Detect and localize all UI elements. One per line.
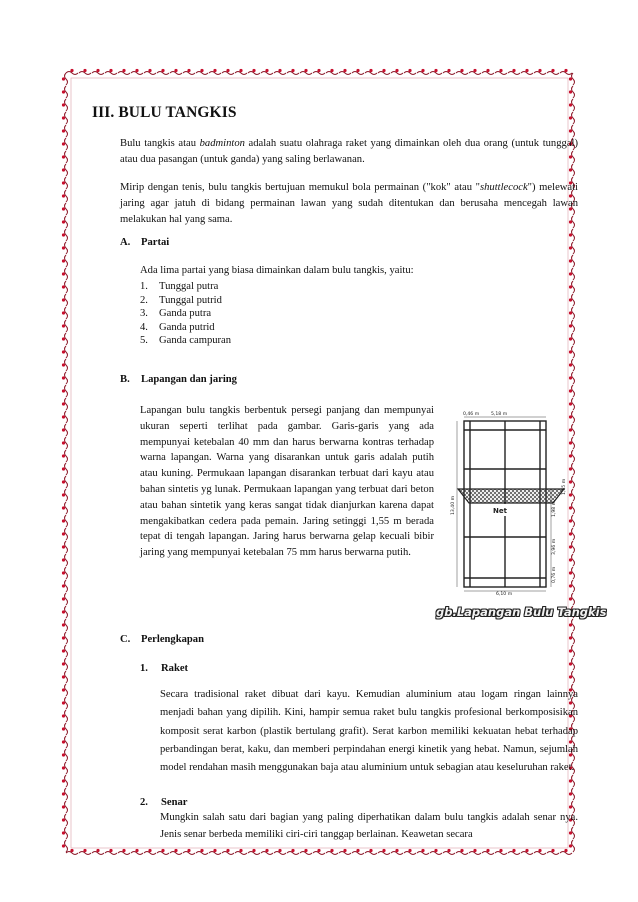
section-b-text: Lapangan bulu tangkis berbentuk persegi panjang dan mempunyai ukuran seperti terlihat pada gambar. Garis-garis yang ada mempunyai ketebalan 40 mm dan harus berwarna kontras terhadap warna lapangan. Warna yang disarankan untuk garis adalah putih atau kuning. Permukaan lapangan disarankan terbuat dari kayu atau bahan sintetis yg lunak. Permukaan lapangan yang terbuat dari beton atau bahan sintetik yang keras sangat tidak dianjurkan karena dapat mengakibatkan cedera pada pemain. Jaring setinggi 1,55 m berada tepat di tengah lapangan. Jaring harus berwarna gelap kecuali bibir jaring yang mempunyai ketebalan 75 mm harus berwarna putih.: [140, 405, 434, 559]
senar-number: 2.: [140, 797, 148, 808]
dim-left: 13,40 m: [451, 495, 456, 515]
section-a-lead: Ada lima partai yang biasa dimainkan dalam bulu tangkis, yaitu:: [140, 265, 414, 276]
section-b-title: Lapangan dan jaring: [141, 374, 237, 385]
list-item: 4. Ganda putrid: [140, 321, 215, 333]
intro-2-text-b: ") melewati jaring agar jatuh di bidang permainan lawan yang sudah ditentukan dan berusaha mencegah lawan melakukan hal yang sama.: [120, 182, 579, 225]
intro-1-italic: badminton: [199, 138, 245, 149]
net-shape: [458, 489, 564, 503]
intro-paragraph-2: [120, 180, 578, 227]
list-item: 3. Ganda putra: [140, 308, 212, 320]
list-item: 2. Tunggal putrid: [140, 294, 222, 306]
raket-title: Raket: [161, 663, 189, 674]
dim-bottom: 6,10 m: [496, 592, 513, 597]
section-a-title: Partai: [141, 237, 170, 248]
section-a-number: A.: [120, 237, 131, 248]
intro-1-text-b: adalah suatu olahraga raket yang dimainkan oleh dua orang (untuk tunggal) atau dua pasangan (untuk ganda) yang saling berlawanan.: [120, 138, 578, 165]
senar-text: Mungkin salah satu dari bagian yang paling diperhatikan dalam bulu tangkis adalah senar nya. Jenis senar berbeda memiliki ciri-ciri tanggap berlainan. Keawetan secara: [160, 812, 578, 840]
raket-number: 1.: [140, 663, 148, 674]
intro-2-italic: shuttlecock: [480, 182, 528, 193]
figure-caption: gb.Lapangan Bulu Tangkis: [436, 605, 607, 619]
section-a-heading: [120, 237, 169, 248]
court-diagram: [447, 405, 571, 597]
dim-right-4: 0,76 m: [552, 566, 557, 583]
list-item: 5. Ganda campuran: [140, 335, 232, 347]
intro-2-text-a: Mirip dengan tenis, bulu tangkis bertujuan memukul bola permainan ("kok" atau ": [120, 182, 481, 193]
partai-list: [140, 280, 231, 348]
dim-right-2: 1,98 m: [552, 500, 557, 517]
dim-right-1: 1,55 m: [562, 478, 567, 495]
section-b-number: B.: [120, 374, 130, 385]
senar-title: Senar: [161, 797, 188, 808]
dim-top-right: 5,18 m: [491, 412, 508, 417]
dim-right-3: 3,96 m: [552, 538, 557, 555]
net-label: Net: [493, 507, 507, 515]
page-title: III. BULU TANGKIS: [92, 104, 237, 121]
section-c-number: C.: [120, 634, 131, 645]
raket-text: Secara tradisional raket dibuat dari kayu. Kemudian aluminium atau logam ringan lainnya menjadi bahan yang dipilih. Kini, hampir semua raket bulu tangkis profesional berkomposisikan komposit serat karbon (plastik bertulang grafit). Serat karbon memiliki kekuatan hebat terhadap perbandingan berat, kaku, dan memberi perpindahan energi kinetik yang hebat. Namun, sejumlah model rendahan masih menggunakan baja atau aluminium untuk sebagian atau keseluruhan raket.: [160, 689, 578, 774]
list-item: 1. Tunggal putra: [140, 281, 219, 292]
section-c-title: Perlengkapan: [141, 634, 204, 645]
intro-paragraph-1: [120, 136, 578, 168]
intro-1-text-a: Bulu tangkis atau: [120, 138, 200, 149]
raket-heading: [140, 663, 188, 674]
senar-heading: [140, 797, 187, 808]
dim-top-left: 0,46 m: [463, 412, 480, 417]
section-c-heading: [120, 634, 204, 645]
section-b-heading: [120, 374, 237, 385]
